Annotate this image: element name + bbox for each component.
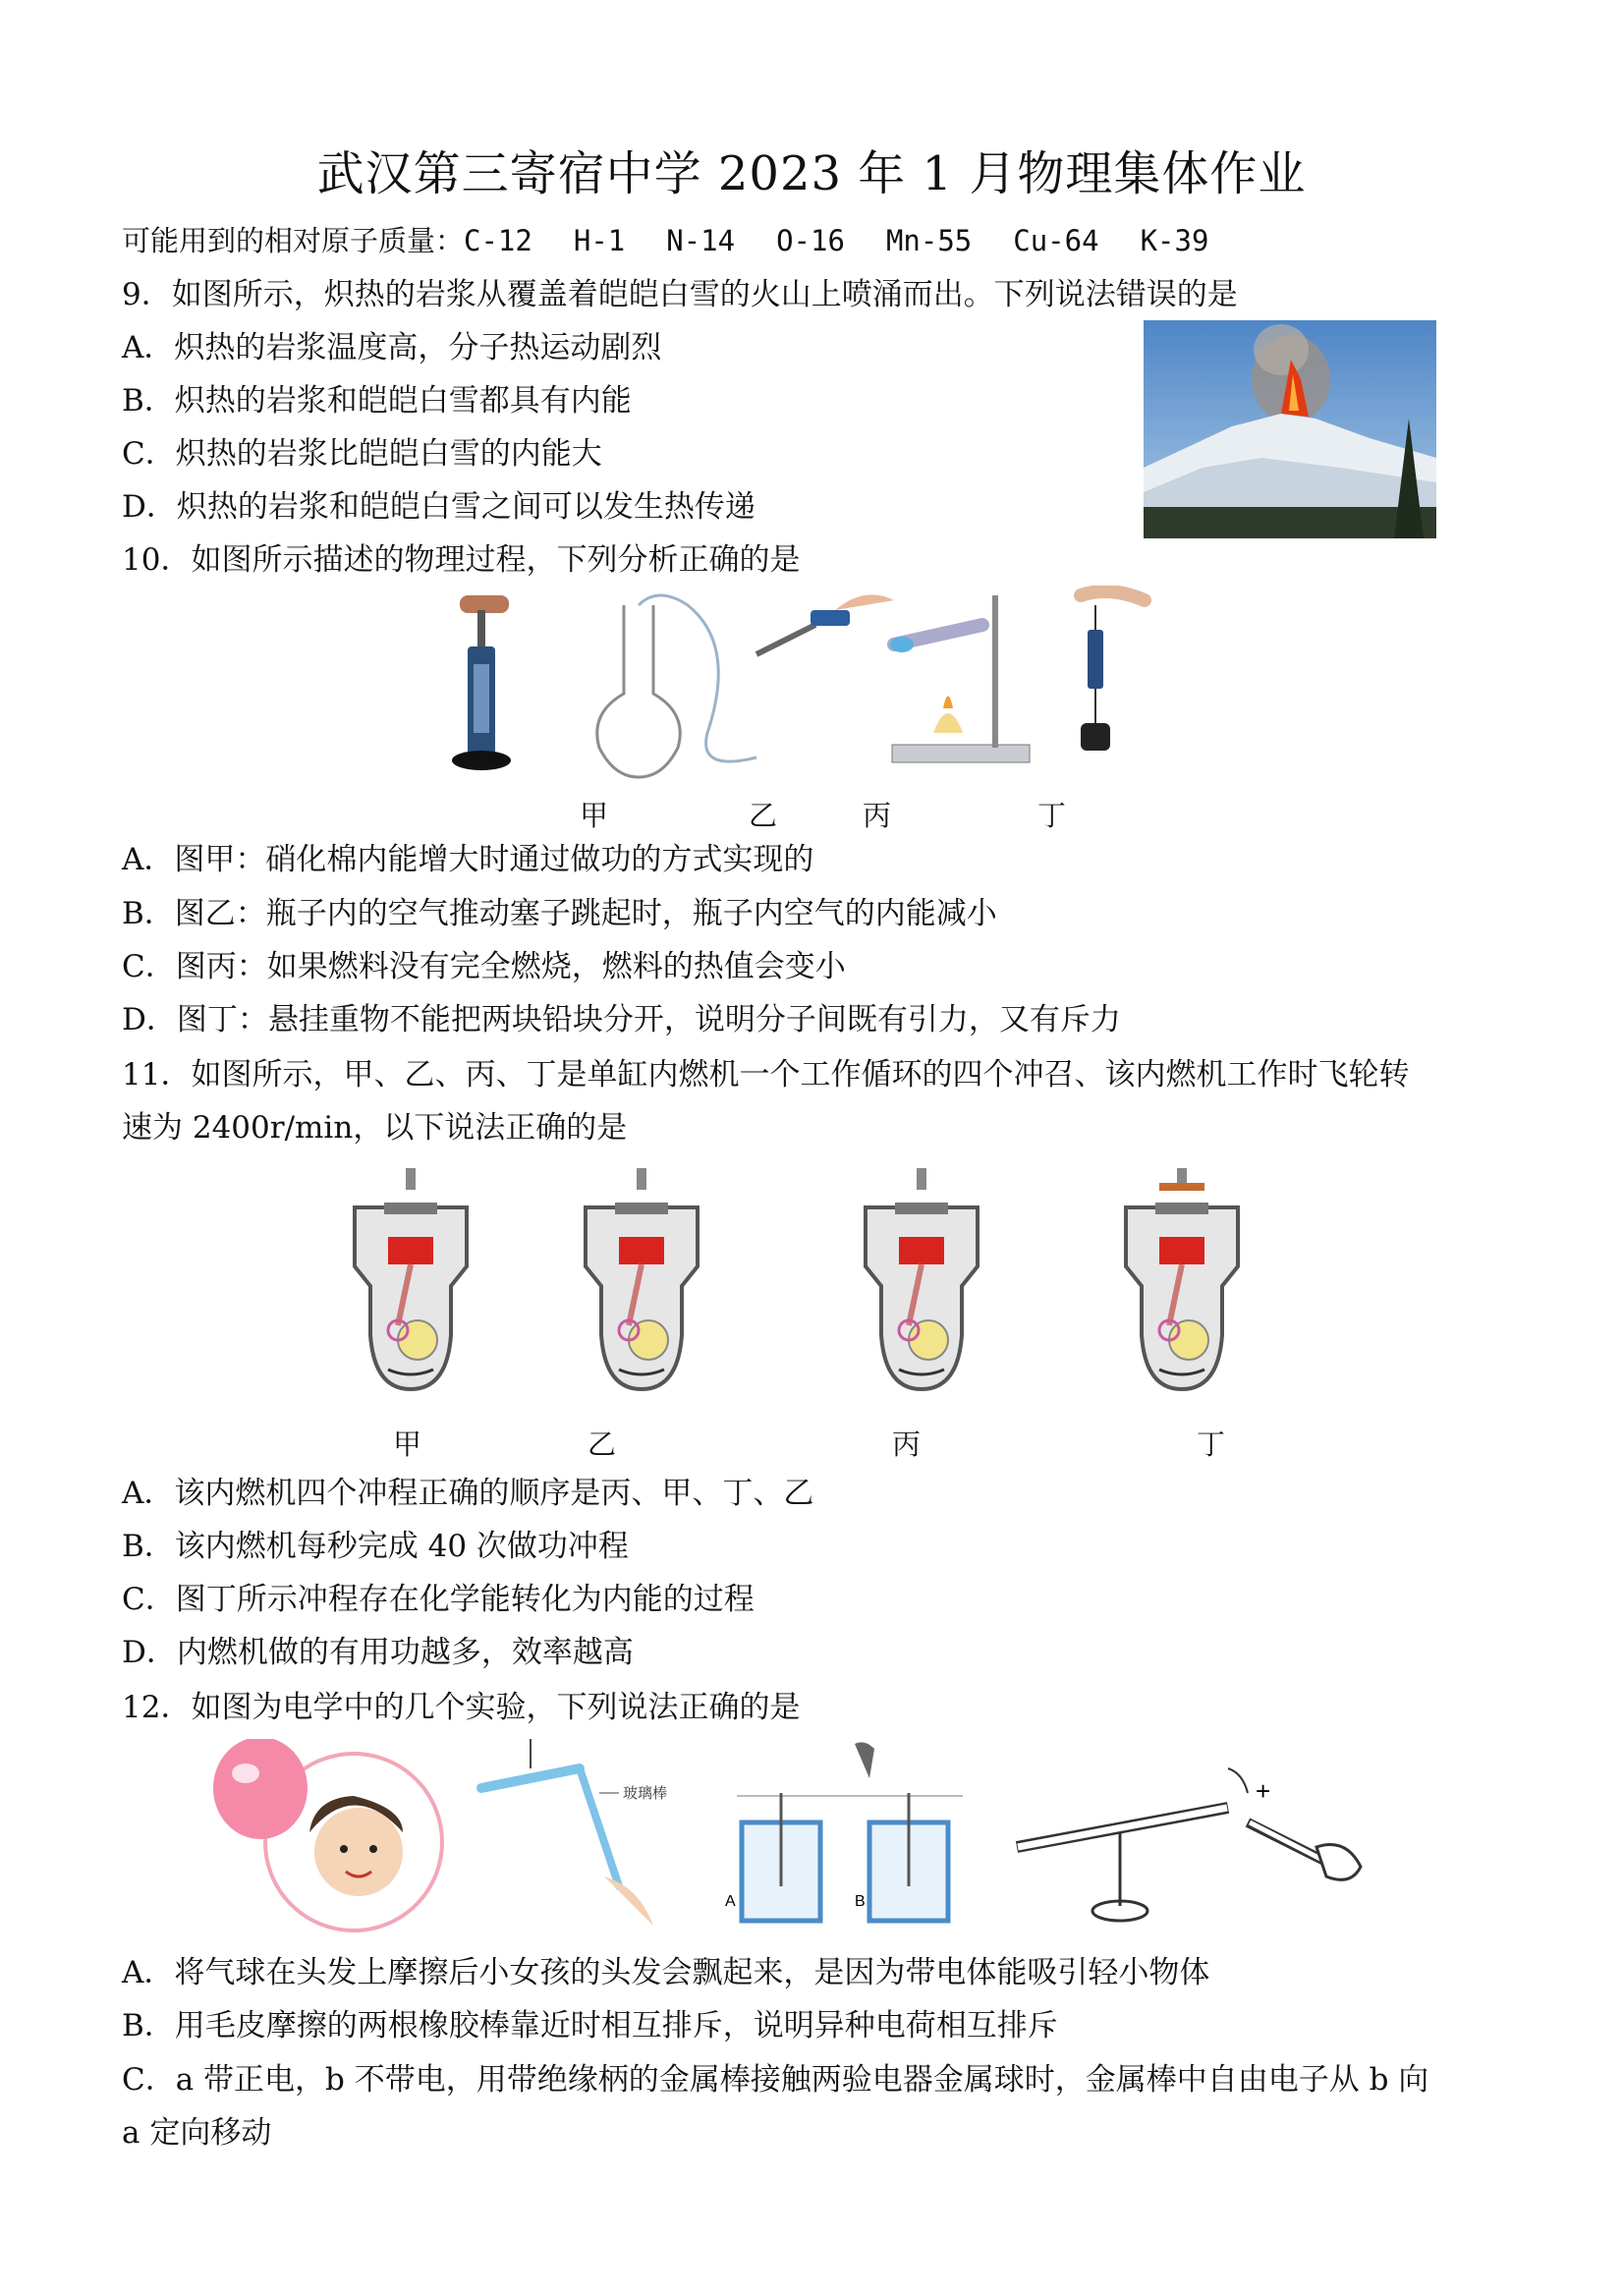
- engine-jia: [355, 1168, 467, 1389]
- engine-ding: [1126, 1168, 1238, 1389]
- engine-bing: [866, 1168, 978, 1389]
- mass-mn: Mn-55: [885, 224, 973, 257]
- q11-option-b: B．该内燃机每秒完成 40 次做功冲程: [122, 1529, 629, 1564]
- q11-label-ding: 丁: [1197, 1428, 1226, 1461]
- q10-label-jia: 甲: [580, 799, 609, 832]
- engine-strokes-figure: [344, 1163, 1248, 1399]
- air-pump-figure: [452, 595, 511, 770]
- q10-option-d: D．图丁：悬挂重物不能把两块铅块分开，说明分子间既有引力，又有斥力: [122, 1002, 1121, 1037]
- q10-stem: 10．如图所示描述的物理过程，下列分析正确的是: [122, 542, 801, 578]
- balloon-girl-figure: [213, 1739, 442, 1931]
- q12-stem: 12．如图为电学中的几个实验，下列说法正确的是: [122, 1690, 801, 1725]
- q9-option-b: B．炽热的岩浆和皑皑白雪都具有内能: [122, 383, 632, 419]
- test-tube-stand-figure: [890, 595, 1030, 762]
- mass-o: O-16: [776, 224, 845, 257]
- q12-option-b: B．用毛皮摩擦的两根橡胶棒靠近时相互排斥，说明异种电荷相互排斥: [122, 2008, 1058, 2044]
- q11-label-yi: 乙: [588, 1428, 617, 1461]
- volcano-photo: [1144, 320, 1436, 538]
- flask-figure: [597, 594, 894, 777]
- mass-h: H-1: [573, 224, 626, 257]
- q9-stem: 9．如图所示，炽热的岩浆从覆盖着皑皑白雪的火山上喷涌而出。下列说法错误的是: [122, 277, 1238, 312]
- q10-option-c: C．图丙：如果燃料没有完全燃烧，燃料的热值会变小: [122, 949, 846, 984]
- glass-rod-figure: [481, 1739, 653, 1926]
- atomic-mass-label: 可能用到的相对原子质量：: [122, 224, 465, 257]
- plus-sign: +: [1256, 1776, 1271, 1806]
- electroscope-label-a: A: [725, 1893, 736, 1910]
- q11-option-a: A．该内燃机四个冲程正确的顺序是丙、甲、丁、乙: [122, 1476, 814, 1511]
- q12-figures: [206, 1739, 1415, 1935]
- q9-option-d: D．炽热的岩浆和皑皑白雪之间可以发生热传递: [122, 489, 756, 525]
- mass-n: N-14: [666, 224, 736, 257]
- q9-option-c: C．炽热的岩浆比皑皑白雪的内能大: [122, 436, 602, 472]
- q10-label-bing: 丙: [863, 799, 892, 832]
- q11-stem-line1: 11．如图所示，甲、乙、丙、丁是单缸内燃机一个工作偱环的四个冲召、该内燃机工作时飞轮转: [122, 1057, 1410, 1092]
- pivot-rod-figure: [1017, 1768, 1361, 1921]
- glass-rod-label: 玻璃棒: [623, 1785, 668, 1802]
- electroscopes-figure: [737, 1742, 963, 1921]
- page-title: 武汉第三寄宿中学 2023 年 1 月物理集体作业: [316, 146, 1307, 201]
- q10-option-b: B．图乙：瓶子内的空气推动塞子跳起时，瓶子内空气的内能减小: [122, 896, 997, 931]
- q12-option-a: A．将气球在头发上摩擦后小女孩的头发会飘起来，是因为带电体能吸引轻小物体: [122, 1955, 1210, 1990]
- atomic-mass-line: [122, 221, 1250, 260]
- q11-option-c: C．图丁所示冲程存在化学能转化为内能的过程: [122, 1582, 755, 1617]
- q11-label-bing: 丙: [892, 1428, 922, 1461]
- mass-k: K-39: [1140, 224, 1209, 257]
- engine-yi: [586, 1168, 698, 1389]
- mass-c: C-12: [464, 224, 532, 257]
- q11-label-jia: 甲: [393, 1428, 422, 1461]
- q10-label-yi: 乙: [749, 799, 778, 832]
- mass-cu: Cu-64: [1013, 224, 1099, 257]
- q10-option-a: A．图甲：硝化棉内能增大时通过做功的方式实现的: [122, 842, 814, 877]
- lead-blocks-figure: [1081, 591, 1145, 751]
- q11-stem-line2: 速为 2400r/min，以下说法正确的是: [122, 1110, 628, 1146]
- electroscope-label-b: B: [855, 1893, 866, 1910]
- q9-option-a: A．炽热的岩浆温度高，分子热运动剧烈: [122, 330, 662, 365]
- spark-mark: [1159, 1183, 1204, 1191]
- q10-figures: [432, 586, 1218, 782]
- q12-option-c-line1: C．a 带正电，b 不带电，用带绝缘柄的金属棒接触两验电器金属球时，金属棒中自由电子从 b 向: [122, 2062, 1429, 2098]
- q10-label-ding: 丁: [1037, 799, 1067, 832]
- q12-option-c-line2: a 定向移动: [122, 2115, 272, 2151]
- q11-option-d: D．内燃机做的有用功越多，效率越高: [122, 1635, 634, 1670]
